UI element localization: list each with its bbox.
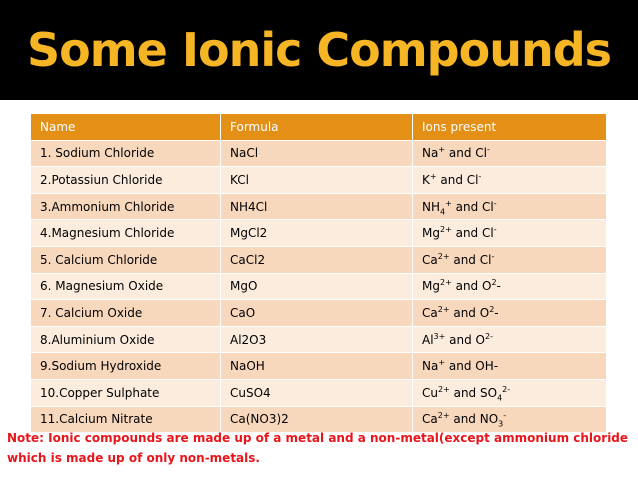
ion-charge: + xyxy=(438,145,446,155)
ion-charge: - xyxy=(493,198,497,208)
ion-charge: 2+ xyxy=(437,384,450,394)
ion-charge: + xyxy=(438,358,446,368)
ion-text: and Cl xyxy=(451,199,494,214)
table-row xyxy=(31,353,607,380)
cell-formula: MgCl2 xyxy=(221,220,413,247)
table-row xyxy=(31,273,607,300)
cell-formula: NaOH xyxy=(221,353,413,380)
ion-text: and O xyxy=(449,305,490,320)
cell-formula: NH4Cl xyxy=(221,193,413,220)
ion-charge: - xyxy=(503,411,507,421)
ion-text: Mg xyxy=(422,226,440,241)
ion-charge: - xyxy=(478,171,482,181)
ion-charge: 2- xyxy=(485,331,493,341)
cell-name: 1. Sodium Chloride xyxy=(31,140,221,167)
ion-text: and Cl xyxy=(445,146,487,161)
ion-charge: 2+ xyxy=(437,251,450,261)
ion-charge: 2+ xyxy=(437,304,450,314)
ion-text: and SO xyxy=(449,385,498,400)
cell-formula: CuSO4 xyxy=(221,379,413,406)
ion-charge: 2+ xyxy=(439,278,452,288)
cell-name: 6. Magnesium Oxide xyxy=(31,273,221,300)
cell-name: 5. Calcium Chloride xyxy=(31,246,221,273)
ion-text: NH xyxy=(422,199,440,214)
ion-text: K xyxy=(422,172,430,187)
ion-charge: - xyxy=(493,225,497,235)
ion-charge: + xyxy=(445,198,452,208)
ion-charge: 2 xyxy=(489,304,495,314)
ion-text: - xyxy=(494,305,499,320)
ion-text: and OH- xyxy=(445,359,499,374)
ion-charge: 2+ xyxy=(439,225,452,235)
ion-text: Mg xyxy=(422,279,440,294)
table-row xyxy=(31,167,607,194)
cell-ions-present xyxy=(413,353,607,380)
table-header-row xyxy=(31,114,607,141)
ion-charge: 3+ xyxy=(433,331,446,341)
ion-charge: 2 xyxy=(491,278,497,288)
table-row xyxy=(31,220,607,247)
table-row xyxy=(31,379,607,406)
cell-ions-present xyxy=(413,140,607,167)
ion-charge: - xyxy=(491,251,495,261)
cell-name: 4.Magnesium Chloride xyxy=(31,220,221,247)
cell-formula: CaCl2 xyxy=(221,246,413,273)
table-row xyxy=(31,140,607,167)
ion-text: Cu xyxy=(422,385,438,400)
cell-formula: Ca(NO3)2 xyxy=(221,406,413,433)
ion-text: Ca xyxy=(422,305,438,320)
ion-subscript: 4 xyxy=(440,206,446,216)
note-text: Note: Ionic compounds are made up of a metal and a non-metal(except ammonium chloride which is made up of only non-metals. xyxy=(7,431,629,465)
ion-subscript: 4 xyxy=(497,393,503,403)
header-name: Name xyxy=(31,114,221,141)
cell-formula: Al2O3 xyxy=(221,326,413,353)
cell-ions-present xyxy=(413,379,607,406)
ion-text: Na xyxy=(422,359,439,374)
ion-text: Ca xyxy=(422,252,438,267)
ion-text: and Cl xyxy=(436,172,479,187)
ion-charge: 2+ xyxy=(437,411,450,421)
ion-text: and O xyxy=(445,332,485,347)
ion-charge: + xyxy=(429,171,437,181)
cell-name: 9.Sodium Hydroxide xyxy=(31,353,221,380)
ion-text: Al xyxy=(422,332,434,347)
ion-text: and O xyxy=(451,279,492,294)
cell-ions-present xyxy=(413,326,607,353)
header-formula: Formula xyxy=(221,114,413,141)
ion-charge: - xyxy=(486,145,490,155)
cell-formula: KCl xyxy=(221,167,413,194)
cell-name: 11.Calcium Nitrate xyxy=(31,406,221,433)
ion-text: Ca xyxy=(422,412,438,427)
cell-formula: CaO xyxy=(221,300,413,327)
cell-ions-present xyxy=(413,167,607,194)
ion-subscript: 3 xyxy=(498,419,504,429)
ion-text: - xyxy=(496,279,501,294)
table-body xyxy=(31,140,607,433)
cell-name: 3.Ammonium Chloride xyxy=(31,193,221,220)
ionic-compounds-table xyxy=(30,113,607,433)
cell-name: 8.Aluminium Oxide xyxy=(31,326,221,353)
table-row xyxy=(31,326,607,353)
ion-text: and NO xyxy=(449,412,499,427)
cell-ions-present xyxy=(413,220,607,247)
cell-ions-present xyxy=(413,246,607,273)
slide-title: Some Ionic Compounds xyxy=(26,23,612,77)
cell-formula: MgO xyxy=(221,273,413,300)
header-ions-present: Ions present xyxy=(413,114,607,141)
cell-name: 2.Potassiun Chloride xyxy=(31,167,221,194)
cell-ions-present xyxy=(413,193,607,220)
table-row xyxy=(31,300,607,327)
cell-name: 10.Copper Sulphate xyxy=(31,379,221,406)
ion-text: and Cl xyxy=(451,226,494,241)
table-row xyxy=(31,246,607,273)
cell-ions-present xyxy=(413,273,607,300)
cell-name: 7. Calcium Oxide xyxy=(31,300,221,327)
ion-text: and Cl xyxy=(449,252,492,267)
table-row xyxy=(31,193,607,220)
ion-charge: 2- xyxy=(502,384,511,394)
cell-ions-present xyxy=(413,300,607,327)
ion-text: Na xyxy=(422,146,439,161)
cell-formula: NaCl xyxy=(221,140,413,167)
